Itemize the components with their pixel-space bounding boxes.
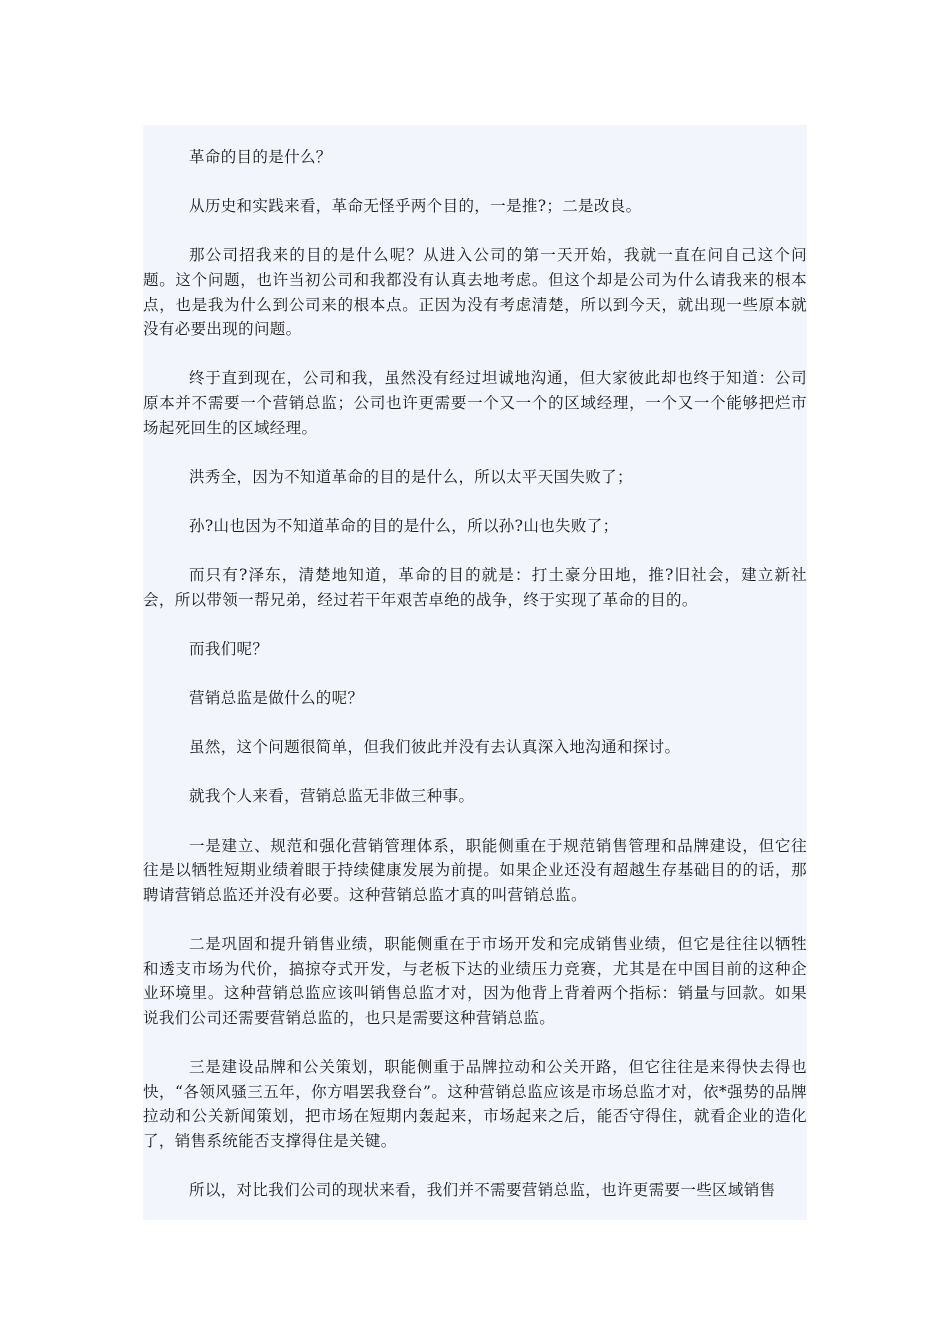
paragraph: 革命的目的是什么？ bbox=[189, 148, 332, 166]
paragraph: 终于直到现在，公司和我，虽然没有经过坦诚地沟通，但大家彼此却也终于知道：公司原本并不需要一个营销总监；公司也许更需要一个又一个的区域经理，一个又一个能够把烂市场起死回生的区域经理。 bbox=[143, 369, 807, 437]
paragraph: 一是建立、规范和强化营销管理体系，职能侧重在于规范销售管理和品牌建设，但它往往是以牺牲短期业绩着眼于持续健康发展为前提。如果企业还没有超越生存基础目的的话，那聘请营销总监还并没有必要。这种营销总监才真的叫营销总监。 bbox=[143, 836, 807, 904]
paragraph: 虽然，这个问题很简单，但我们彼此并没有去认真深入地沟通和探讨。 bbox=[189, 738, 681, 757]
article-panel bbox=[143, 125, 807, 1220]
paragraph: 营销总监是做什么的呢？ bbox=[189, 689, 364, 708]
paragraph: 洪秀全，因为不知道革命的目的是什么，所以太平天国失败了； bbox=[189, 467, 633, 486]
paragraph: 那公司招我来的目的是什么呢？从进入公司的第一天开始，我就一直在问自己这个问题。这个问题，也许当初公司和我都没有认真去地考虑。但这个却是公司为什么请我来的根本点，也是我为什么到公司来的根本点。正因为没有考虑清楚，所以到今天，就出现一些原本就没有必要出现的问题。 bbox=[143, 246, 807, 339]
paragraph: 所以，对比我们公司的现状来看，我们并不需要营销总监，也许更需要一些区域销售 bbox=[189, 1180, 776, 1199]
paragraph: 而只有?泽东，清楚地知道，革命的目的就是：打土豪分田地，推?旧社会，建立新社会，所以带领一帮兄弟，经过若干年艰苦卓绝的战争，终于实现了革命的目的。 bbox=[143, 566, 807, 609]
paragraph: 就我个人来看，营销总监无非做三种事。 bbox=[189, 787, 475, 806]
paragraph: 三是建设品牌和公关策划，职能侧重于品牌拉动和公关开路，但它往往是来得快去得也快，“各领风骚三五年，你方唱罢我登台”。这种营销总监应该是市场总监才对，依*强势的品牌拉动和公关新闻策划，把市场在短期内轰起来，市场起来之后，能否守得住，就看企业的造化了，销售系统能否支撑得住是关键。 bbox=[143, 1057, 807, 1150]
paragraph: 二是巩固和提升销售业绩，职能侧重在于市场开发和完成销售业绩，但它是往往以牺牲和透支市场为代价，搞掠夺式开发，与老板下达的业绩压力竞赛，尤其是在中国目前的这种企业环境里。这种营销总监应该叫销售总监才对，因为他背上背着两个指标：销量与回款。如果说我们公司还需要营销总监的，也只是需要这种营销总监。 bbox=[143, 935, 807, 1027]
paragraph: 孙?山也因为不知道革命的目的是什么，所以孙?山也失败了； bbox=[189, 516, 619, 535]
paragraph: 而我们呢？ bbox=[189, 639, 269, 658]
paragraph: 从历史和实践来看，革命无怪乎两个目的，一是推?；二是改良。 bbox=[189, 197, 642, 216]
article-body bbox=[143, 125, 807, 1203]
